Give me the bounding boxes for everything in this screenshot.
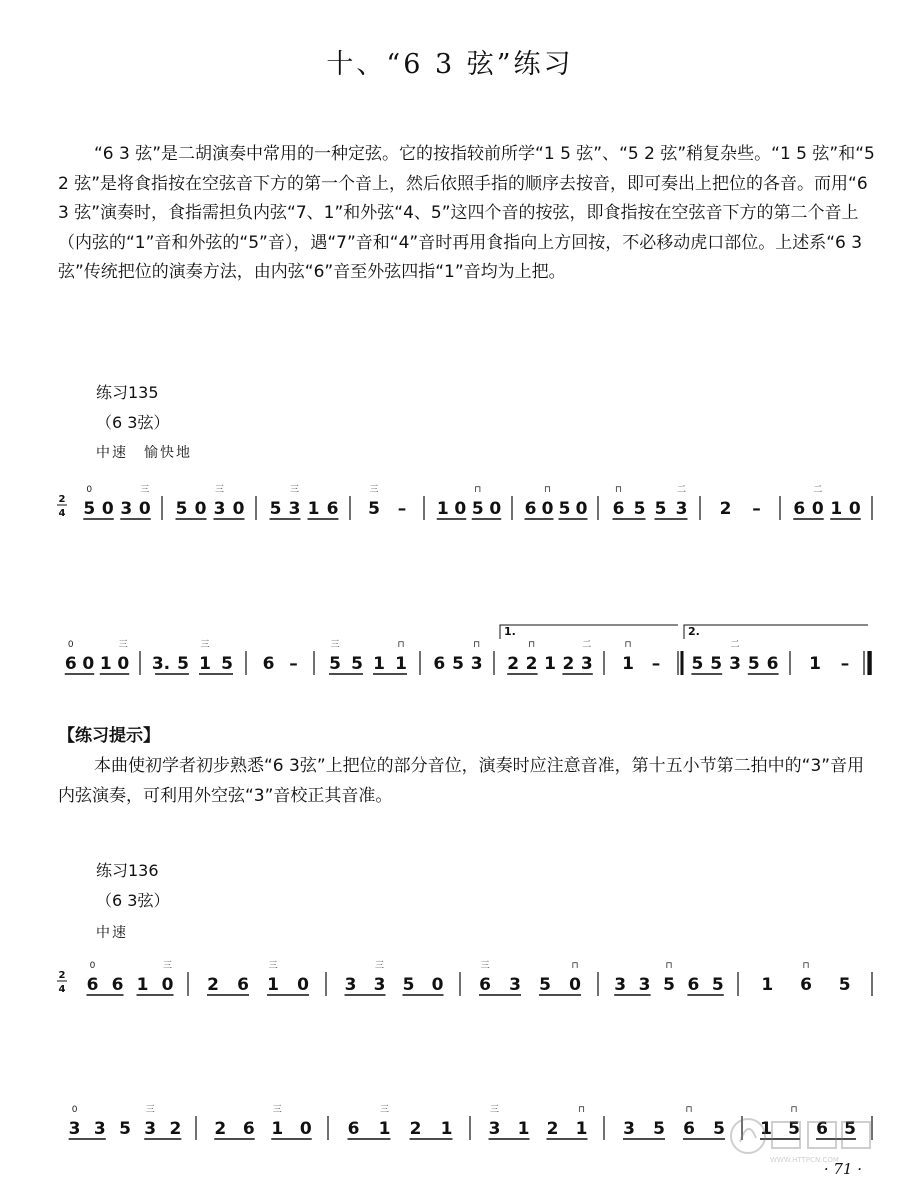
note: 3 [288, 499, 301, 519]
fingering-mark: 二 [730, 640, 740, 650]
note: 3 [638, 975, 651, 995]
note: 6 [683, 1119, 695, 1139]
note: 5 [654, 499, 667, 519]
fingering-mark: 三 [214, 485, 225, 495]
note: 5 [711, 975, 724, 995]
volta-2-label: 2. [688, 625, 700, 638]
note: – [752, 499, 761, 519]
fingering-mark: 0 [89, 961, 96, 971]
fingering-mark: ⊓ [571, 961, 579, 971]
fingering-mark: 三 [145, 1105, 155, 1115]
note: 5 [452, 654, 464, 674]
fingering-mark: 三 [140, 485, 150, 495]
note: 5 [788, 1119, 800, 1139]
note: 2 [562, 654, 575, 674]
note: 5 [633, 499, 646, 519]
note: 5 [663, 975, 675, 995]
volta-1-bracket [500, 625, 678, 639]
note: 0 [431, 975, 444, 995]
fingering-mark: 三 [374, 961, 385, 971]
note: 2 [525, 654, 538, 674]
note: 1 [395, 654, 407, 674]
note: 5 [691, 654, 704, 674]
note: 2 [207, 975, 219, 995]
note: 2 [507, 654, 520, 674]
exercise-135-tempo: 中速 愉快地 [96, 445, 192, 461]
fingering-mark: ⊓ [790, 1105, 798, 1115]
time-signature-top: 2 [58, 494, 66, 505]
fingering-mark: 0 [67, 640, 74, 650]
note: 2 [169, 1119, 182, 1139]
note: 5 [83, 499, 96, 519]
fingering-mark: ⊓ [685, 1105, 693, 1115]
fingering-mark: ⊓ [577, 1105, 586, 1115]
note: 3 [614, 975, 627, 995]
note: 1 [761, 975, 774, 995]
fingering-mark: ⊓ [473, 640, 481, 650]
note: – [840, 654, 850, 674]
exercise-136-tuning: （6 3弦） [96, 891, 170, 910]
fingering-mark: 三 [480, 961, 490, 971]
note: 3 [68, 1119, 81, 1139]
note: 5 [558, 499, 571, 519]
note: 3 [93, 1119, 106, 1139]
note: 3 [120, 499, 133, 519]
note: 5 [747, 654, 760, 674]
note: 3 [729, 654, 741, 674]
exercise-135-staff-row-2 [0, 615, 900, 695]
fingering-mark: 二 [813, 485, 823, 495]
time-signature-top: 2 [58, 970, 66, 981]
note: 5 [368, 499, 380, 519]
exercise-136-tempo: 中速 [96, 925, 128, 941]
note: 5 [471, 499, 484, 519]
note: 5 [269, 499, 282, 519]
note: 3 [213, 499, 226, 519]
note: 1 [307, 499, 320, 519]
time-signature-bottom: 4 [58, 984, 66, 995]
fingering-mark: ⊓ [614, 485, 623, 495]
fingering-mark: 三 [289, 485, 300, 495]
note: 3 [344, 975, 357, 995]
note: 5 [351, 654, 363, 674]
exercise-135-staff-row-1 [0, 470, 900, 540]
note: 1 [199, 654, 211, 674]
watermark-text: WWW.HTTPCN.COM [770, 1156, 839, 1164]
note: 6 [237, 975, 249, 995]
note: 3 [675, 499, 688, 519]
intro-paragraph: “6 3 弦”是二胡演奏中常用的一种定弦。它的按指较前所学“1 5 弦”、“5 2 弦”稍复杂些。“1 5 弦”和“5 2 弦”是将食指按在空弦音下方的第一个音上，然后依照手指的顺序去按音，即可奏出上把位的各音。而用“6 3 弦”演奏时，食指需担负内弦“7、1”和外弦“4、5”这四个音的按弦，即食指按在空弦音下方的第二个音上（内弦的“1”音和外弦的“5”音），遇“7”音和“4”音时再用食指向上方回按，不必移动虎口部位。上述系“6 3 弦”传统把位的演奏方法，由内弦“6”音至外弦四指“1”音均为上把。 [58, 144, 875, 282]
note: 6 [262, 654, 275, 674]
note: 5 [653, 1119, 665, 1139]
note: 1 [575, 1119, 588, 1139]
fingering-mark: ⊓ [665, 961, 673, 971]
fingering-mark: 三 [379, 1105, 390, 1115]
note: 6 [433, 654, 446, 674]
note: 0 [848, 499, 861, 519]
note: 6 [793, 499, 806, 519]
note: 2 [409, 1119, 422, 1139]
note: 6 [766, 654, 779, 674]
note: 5 [175, 499, 188, 519]
note: 2 [719, 499, 732, 519]
note: 5 [329, 654, 341, 674]
note: 0 [232, 499, 245, 519]
fingering-mark: 三 [369, 485, 379, 495]
note: 5 [221, 654, 233, 674]
note: 2 [546, 1119, 559, 1139]
note: 5 [838, 975, 851, 995]
fingering-mark: 三 [200, 640, 210, 650]
note: 1 [440, 1119, 453, 1139]
fingering-mark: 三 [268, 961, 278, 971]
note: 0 [575, 499, 588, 519]
exercise-135-tuning: （6 3弦） [96, 413, 170, 432]
page-number: · 71 · [823, 1160, 862, 1178]
note: 0 [101, 499, 114, 519]
note: 1 [517, 1119, 530, 1139]
note: – [397, 499, 407, 519]
note: 0 [569, 975, 581, 995]
fingering-mark: ⊓ [543, 485, 552, 495]
note: 6 [479, 975, 491, 995]
fingering-mark: ⊓ [528, 640, 536, 650]
note: 1 [622, 654, 634, 674]
fingering-mark: 三 [162, 961, 173, 971]
fingering-mark: ⊓ [802, 961, 810, 971]
fingering-mark: ⊓ [397, 640, 405, 650]
fingering-mark: 0 [71, 1105, 78, 1115]
note: 3. [151, 654, 171, 674]
note: 0 [541, 499, 554, 519]
volta-2-bracket [684, 625, 868, 639]
note: 3 [488, 1119, 501, 1139]
note: 6 [612, 499, 625, 519]
fingering-mark: ⊓ [624, 640, 632, 650]
fingering-mark: 三 [489, 1105, 500, 1115]
note: 2 [214, 1119, 227, 1139]
note: 0 [82, 654, 95, 674]
note: 3 [580, 654, 593, 674]
fingering-mark: ⊓ [474, 485, 482, 495]
note: 1 [267, 975, 279, 995]
fingering-mark: 0 [86, 485, 93, 495]
tips-heading: 【练习提示】 [58, 726, 160, 746]
note: 6 [86, 975, 99, 995]
note: 6 [800, 975, 812, 995]
note: 3 [509, 975, 521, 995]
fingering-mark: 三 [272, 1105, 282, 1115]
note: 0 [297, 975, 309, 995]
note: 3 [470, 654, 483, 674]
note: 6 [242, 1119, 255, 1139]
note: 5 [844, 1119, 856, 1139]
note: 0 [161, 975, 174, 995]
note: 6 [524, 499, 537, 519]
note: 1 [544, 654, 556, 674]
note: 0 [299, 1119, 312, 1139]
volta-1-label: 1. [504, 625, 516, 638]
note: 1 [136, 975, 149, 995]
note: 5 [177, 654, 189, 674]
note: 5 [402, 975, 415, 995]
fingering-mark: 三 [118, 640, 128, 650]
time-signature-bottom: 4 [58, 508, 66, 519]
note: 0 [194, 499, 207, 519]
tips-paragraph: 本曲使初学者初步熟悉“6 3弦”上把位的部分音位，演奏时应注意音准，第十五小节第二拍中的“3”音用内弦演奏，可利用外空弦“3”音校正其音准。 [58, 756, 865, 806]
note: 5 [539, 975, 551, 995]
page-title: 十、“6 3 弦”练习 [326, 49, 574, 80]
note: 0 [489, 499, 502, 519]
exercise-136-label: 练习136 [96, 861, 159, 880]
note: – [289, 654, 298, 674]
note: 5 [119, 1119, 131, 1139]
note: 5 [713, 1119, 725, 1139]
note: 1 [436, 499, 449, 519]
note: 6 [347, 1119, 360, 1139]
note: 6 [816, 1119, 828, 1139]
exercise-136-staff-row-1 [0, 950, 900, 1010]
fingering-mark: 三 [330, 640, 340, 650]
note: 1 [99, 654, 112, 674]
watermark-logo [726, 1108, 876, 1168]
note: 6 [687, 975, 700, 995]
fingering-mark: 二 [582, 640, 592, 650]
note: 1 [830, 499, 843, 519]
note: 1 [760, 1119, 772, 1139]
note: 6 [111, 975, 124, 995]
note: 1 [373, 654, 385, 674]
note: 6 [64, 654, 77, 674]
exercise-135-label: 练习135 [96, 383, 159, 402]
note: 0 [117, 654, 130, 674]
note: 1 [378, 1119, 391, 1139]
fingering-mark: 二 [676, 485, 687, 495]
note: – [651, 654, 661, 674]
note: 5 [710, 654, 723, 674]
note: 3 [373, 975, 386, 995]
note: 0 [138, 499, 151, 519]
note: 6 [326, 499, 339, 519]
note: 3 [144, 1119, 157, 1139]
note: 0 [811, 499, 824, 519]
note: 0 [454, 499, 467, 519]
note: 1 [271, 1119, 284, 1139]
note: 3 [623, 1119, 635, 1139]
note: 1 [809, 654, 821, 674]
